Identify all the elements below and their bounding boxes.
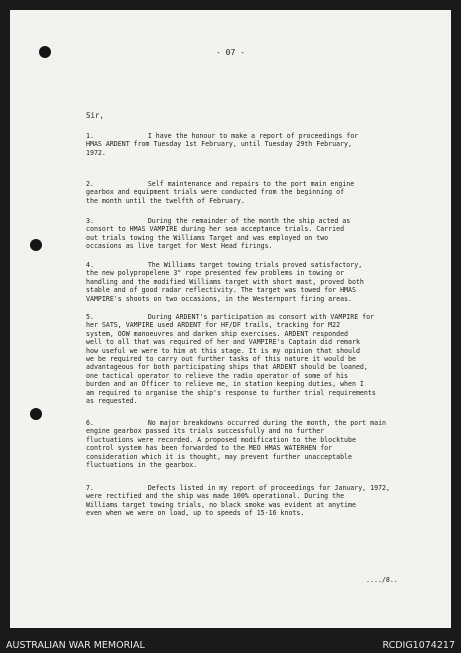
- paragraph-3: [86, 217, 404, 251]
- paragraph-2: [86, 180, 404, 205]
- paragraph-text: Defects listed in my report of proceedings for January, 1972, were rectified and the ship was made 100% operational. During the Williams target towing trials, no black smoke was evident at anytime even when we were on load, up to speeds of 15-16 knots.: [86, 484, 390, 518]
- document-page: [10, 10, 451, 628]
- paragraph-text: The Williams target towing trials proved satisfactory, the new polypropelene 3" rope presented few problems in towing or handling and the modified Williams target with short mast, proved both stable and of good radar reflectivity. The target was towed for HMAS VAMPIRE's shoots on two occasions, in the Westernport firing areas.: [86, 261, 364, 303]
- page-number: - 07 -: [216, 48, 245, 57]
- paragraph-number: 2.: [86, 180, 94, 188]
- paragraph-number: 7.: [86, 484, 94, 492]
- paragraph-number: 1.: [86, 132, 94, 140]
- paragraph-7: [86, 484, 404, 518]
- punch-hole-bottom: [30, 408, 42, 420]
- paragraph-5: [86, 313, 404, 405]
- continuation-marker: ..../8..: [366, 576, 398, 584]
- record-id: RCDIG1074217: [382, 640, 455, 651]
- archive-name: AUSTRALIAN WAR MEMORIAL: [6, 640, 145, 651]
- paragraph-number: 6.: [86, 419, 94, 427]
- paragraph-text: Self maintenance and repairs to the port main engine gearbox and equipment trials were conducted from the beginning of the month until the twelfth of February.: [86, 180, 355, 205]
- paragraph-text: During the remainder of the month the ship acted as consort to HMAS VAMPIRE during her sea acceptance trials. Carried out trials towing the Williams Target and was employed on two occasions as live target for West Head firings.: [86, 217, 351, 251]
- paragraph-text: No major breakdowns occurred during the month, the port main engine gearbox passed its trials successfully and no further fluctuations were recorded. A proposed modification to the blocktube control system has been forwarded to the MEO HMAS WATERHEN for consideration which it is thought, may prevent further unacceptable fluctuations in the gearbox.: [86, 419, 387, 470]
- paragraph-number: 5.: [86, 313, 94, 321]
- paragraph-text: During ARDENT's participation as consort with VAMPIRE for her SATS, VAMPIRE used ARDENT for HF/DF trails, tracking for M22 system, OOW manoeuvres and darken ship exercises. ARDENT responded well to all that was required of her and VAMPIRE's Captain did remark how useful we were to him at this stage. It is my opinion that should we be required to carry out further tasks of this nature it would be advantageous for both participating ships that ARDENT should be loaned, one tactical operator to relieve the radio operator of some of his burden and an Officer to relieve me, in station keeping duties, when I am required to organise the ship's response to further trial requirements as requested.: [86, 313, 376, 406]
- punch-hole-middle: [30, 239, 42, 251]
- paragraph-1: [86, 132, 404, 157]
- paragraph-6: [86, 419, 404, 469]
- paragraph-number: 4.: [86, 261, 94, 269]
- salutation: Sir,: [86, 111, 105, 120]
- paragraph-number: 3.: [86, 217, 94, 225]
- paragraph-4: [86, 261, 404, 303]
- paragraph-text: I have the honour to make a report of proceedings for HMAS ARDENT from Tuesday 1st February, until Tuesday 29th February, 1972.: [86, 132, 359, 157]
- archive-footer: [0, 628, 461, 653]
